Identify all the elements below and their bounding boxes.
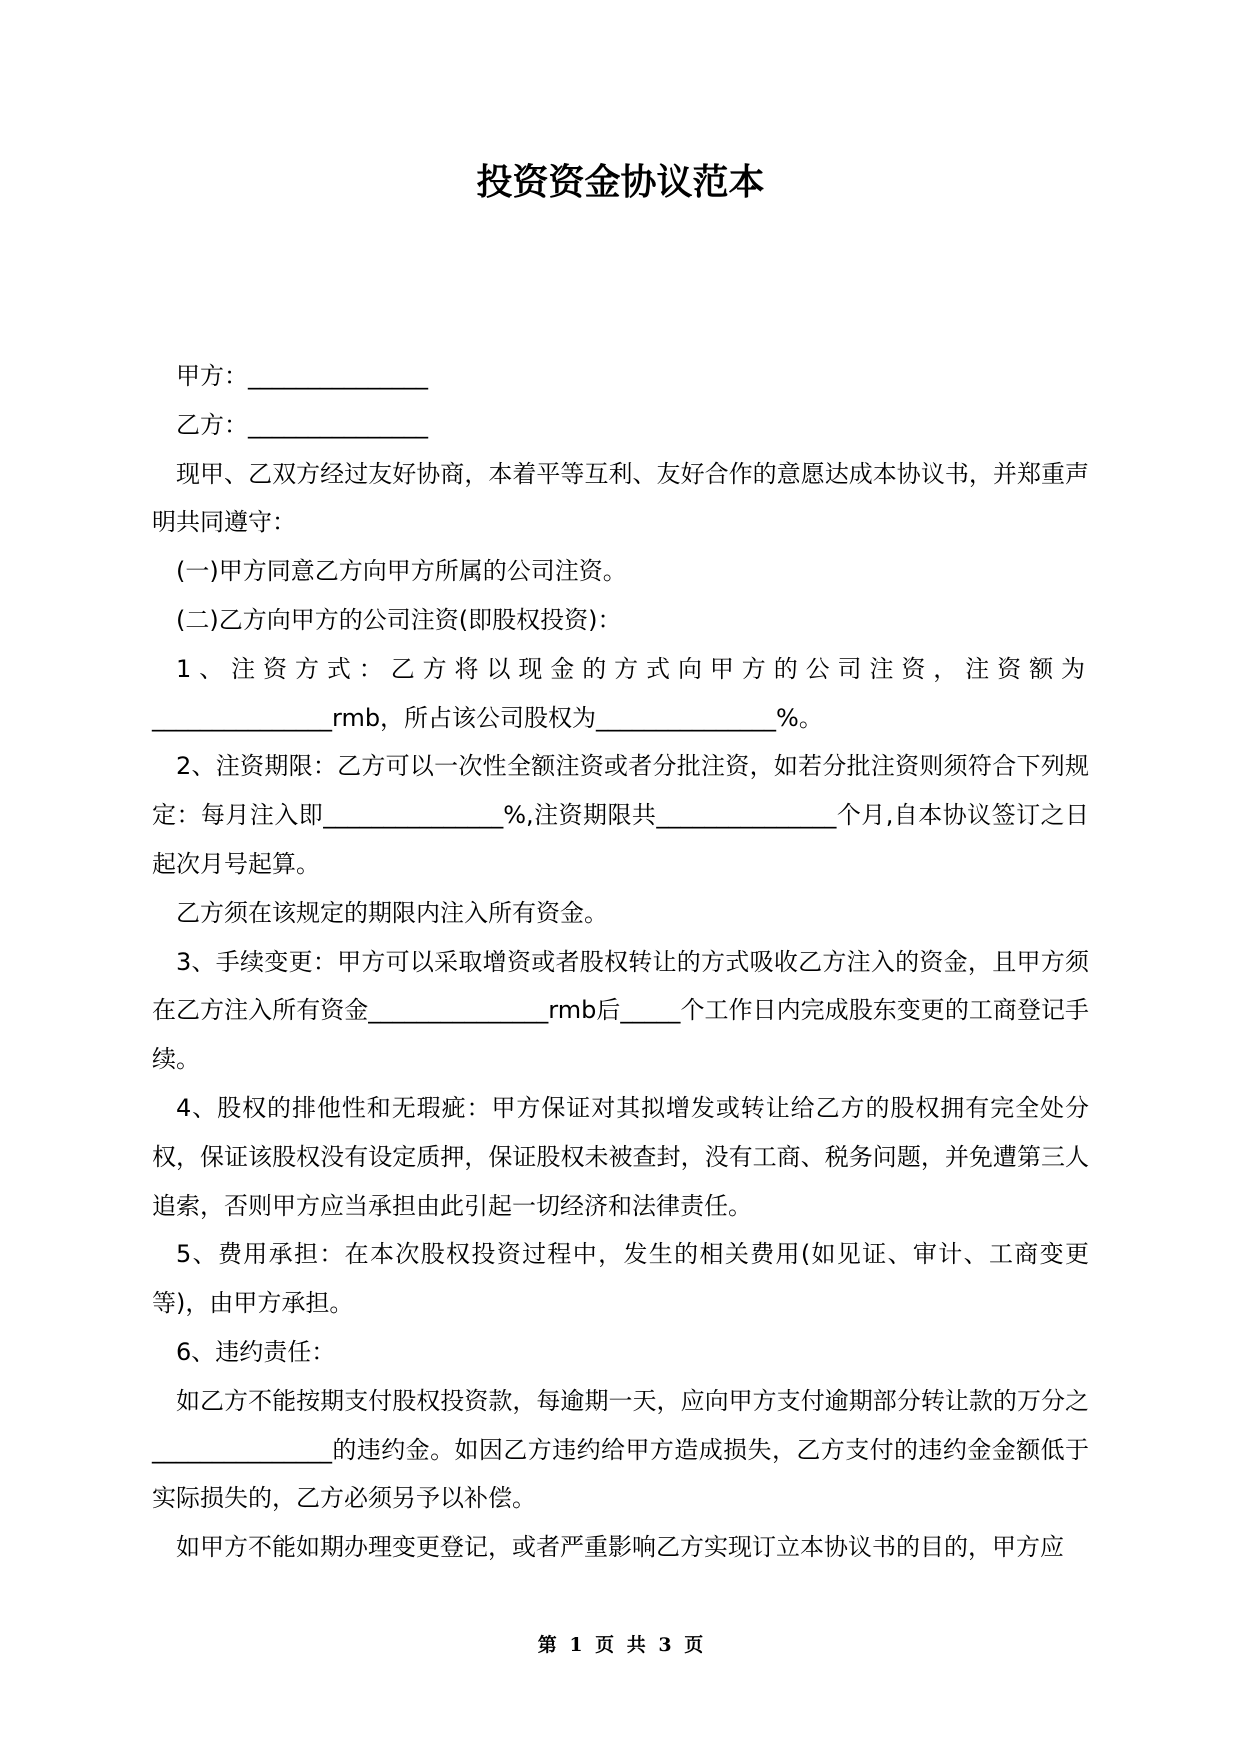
clause-two: (二)乙方向甲方的公司注资(即股权投资)：: [176, 605, 622, 634]
clause-investment-method: 1、注资方式：乙方将以现金的方式向甲方的公司注资，注资额为: [176, 654, 1089, 683]
page-number-footer: 第 1 页 共 3 页: [537, 1634, 704, 1656]
clause-one: (一)甲方同意乙方向甲方所属的公司注资。: [176, 557, 627, 586]
document-body: [152, 352, 1089, 1572]
clause-procedure-change: 3、手续变更：甲方可以采取增资或者股权转让的方式吸收乙方注入的资金，且甲方须在乙方注入所有资金_______________rmb后_____个工作日内完成股东变更的工商登记手续。: [152, 947, 1089, 1074]
clause-investment-period: 2、注资期限：乙方可以一次性全额注资或者分批注资，如若分批注资则须符合下列规定：每月注入即_______________%,注资期限共_______________个月,自本协议签订之日起次月号起算。: [152, 752, 1089, 878]
clause-equity-exclusivity: 4、股权的排他性和无瑕疵：甲方保证对其拟增发或转让给乙方的股权拥有完全处分权，保证该股权没有设定质押，保证股权未被查封，没有工商、税务问题，并免遭第三人追索，否则甲方应当承担由此引起一切经济和法律责任。: [152, 1093, 1089, 1220]
clause-investment-deadline: 乙方须在该规定的期限内注入所有资金。: [176, 898, 608, 927]
clause-breach-heading: 6、违约责任：: [176, 1337, 336, 1366]
party-a-line: 甲方：_______________: [176, 362, 428, 390]
party-b-line: 乙方：_______________: [176, 410, 428, 439]
clause-breach-party-a: 如甲方不能如期办理变更登记，或者严重影响乙方实现订立本协议书的目的，甲方应: [176, 1533, 1064, 1562]
preamble-paragraph: 现甲、乙双方经过友好协商，本着平等互利、友好合作的意愿达成本协议书，并郑重声明共同遵守：: [152, 459, 1089, 537]
clause-expenses: 5、费用承担：在本次股权投资过程中，发生的相关费用(如见证、审计、工商变更等)，由甲方承担。: [152, 1240, 1089, 1318]
clause-investment-method-continued: _______________rmb，所占该公司股权为_______________%。: [152, 703, 823, 732]
document-title: 投资资金协议范本: [476, 161, 765, 203]
clause-breach-party-b: 如乙方不能按期支付股权投资款，每逾期一天，应向甲方支付逾期部分转让款的万分之_______________的违约金。如因乙方违约给甲方造成损失，乙方支付的违约金金额低于实际损失的，乙方必须另予以补偿。: [152, 1386, 1089, 1513]
